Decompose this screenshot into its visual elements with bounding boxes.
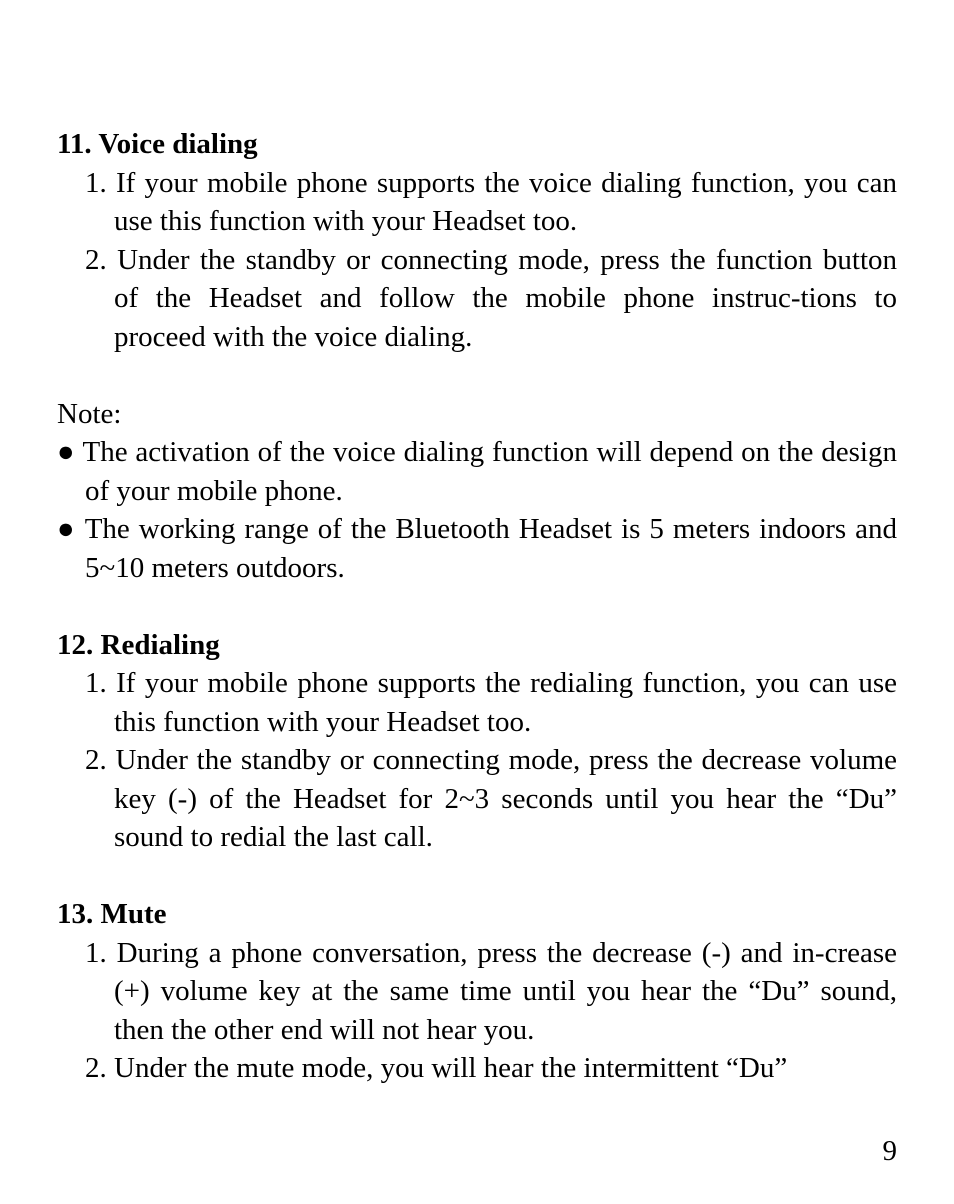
spacer: [57, 857, 897, 896]
redialing-step-1: 1. If your mobile phone supports the redialing function, you can use this function with your Headset too.: [85, 667, 897, 738]
section-redialing: [57, 626, 897, 857]
spacer: [57, 356, 897, 395]
section-title-voice-dialing: 11. Voice dialing: [57, 128, 258, 160]
voice-dialing-step-1: 1. If your mobile phone supports the voice dialing function, you can use this function with your Headset too.: [85, 166, 897, 237]
note-bullet-text-1: The activation of the voice dialing function will depend on the design of your mobile phone.: [82, 436, 897, 507]
bullet-icon: ●: [57, 513, 77, 545]
section-title-redialing: 12. Redialing: [57, 628, 220, 661]
voice-dialing-step-2: 2. Under the standby or connecting mode, press the function button of the Headset and follow the mobile phone instruc-tions to proceed with the voice dialing.: [85, 243, 897, 353]
section-voice-dialing: [57, 125, 897, 356]
note-title: Note:: [57, 397, 122, 430]
note-bullet-text-2: The working range of the Bluetooth Headset is 5 meters indoors and 5~10 meters outdoors.: [84, 513, 897, 584]
section-mute: [57, 895, 897, 1088]
bullet-icon: ●: [57, 436, 76, 468]
section-title-mute: 13. Mute: [57, 898, 167, 930]
mute-step-2: 2. Under the mute mode, you will hear the intermittent “Du”: [85, 1052, 788, 1084]
note-block: [57, 395, 897, 588]
page-number: 9: [882, 1135, 897, 1167]
note-bullet-item: [57, 510, 897, 587]
note-bullet-item: [57, 433, 897, 510]
redialing-step-2: 2. Under the standby or connecting mode, press the decrease volume key (-) of the Headset for 2~3 seconds until you hear the “Du” sound to redial the last call.: [85, 744, 897, 853]
spacer: [57, 587, 897, 626]
manual-page: [57, 125, 897, 1088]
mute-step-1: 1. During a phone conversation, press the decrease (-) and in-crease (+) volume key at the same time until you hear the “Du” sound, then the other end will not hear you.: [85, 936, 897, 1046]
